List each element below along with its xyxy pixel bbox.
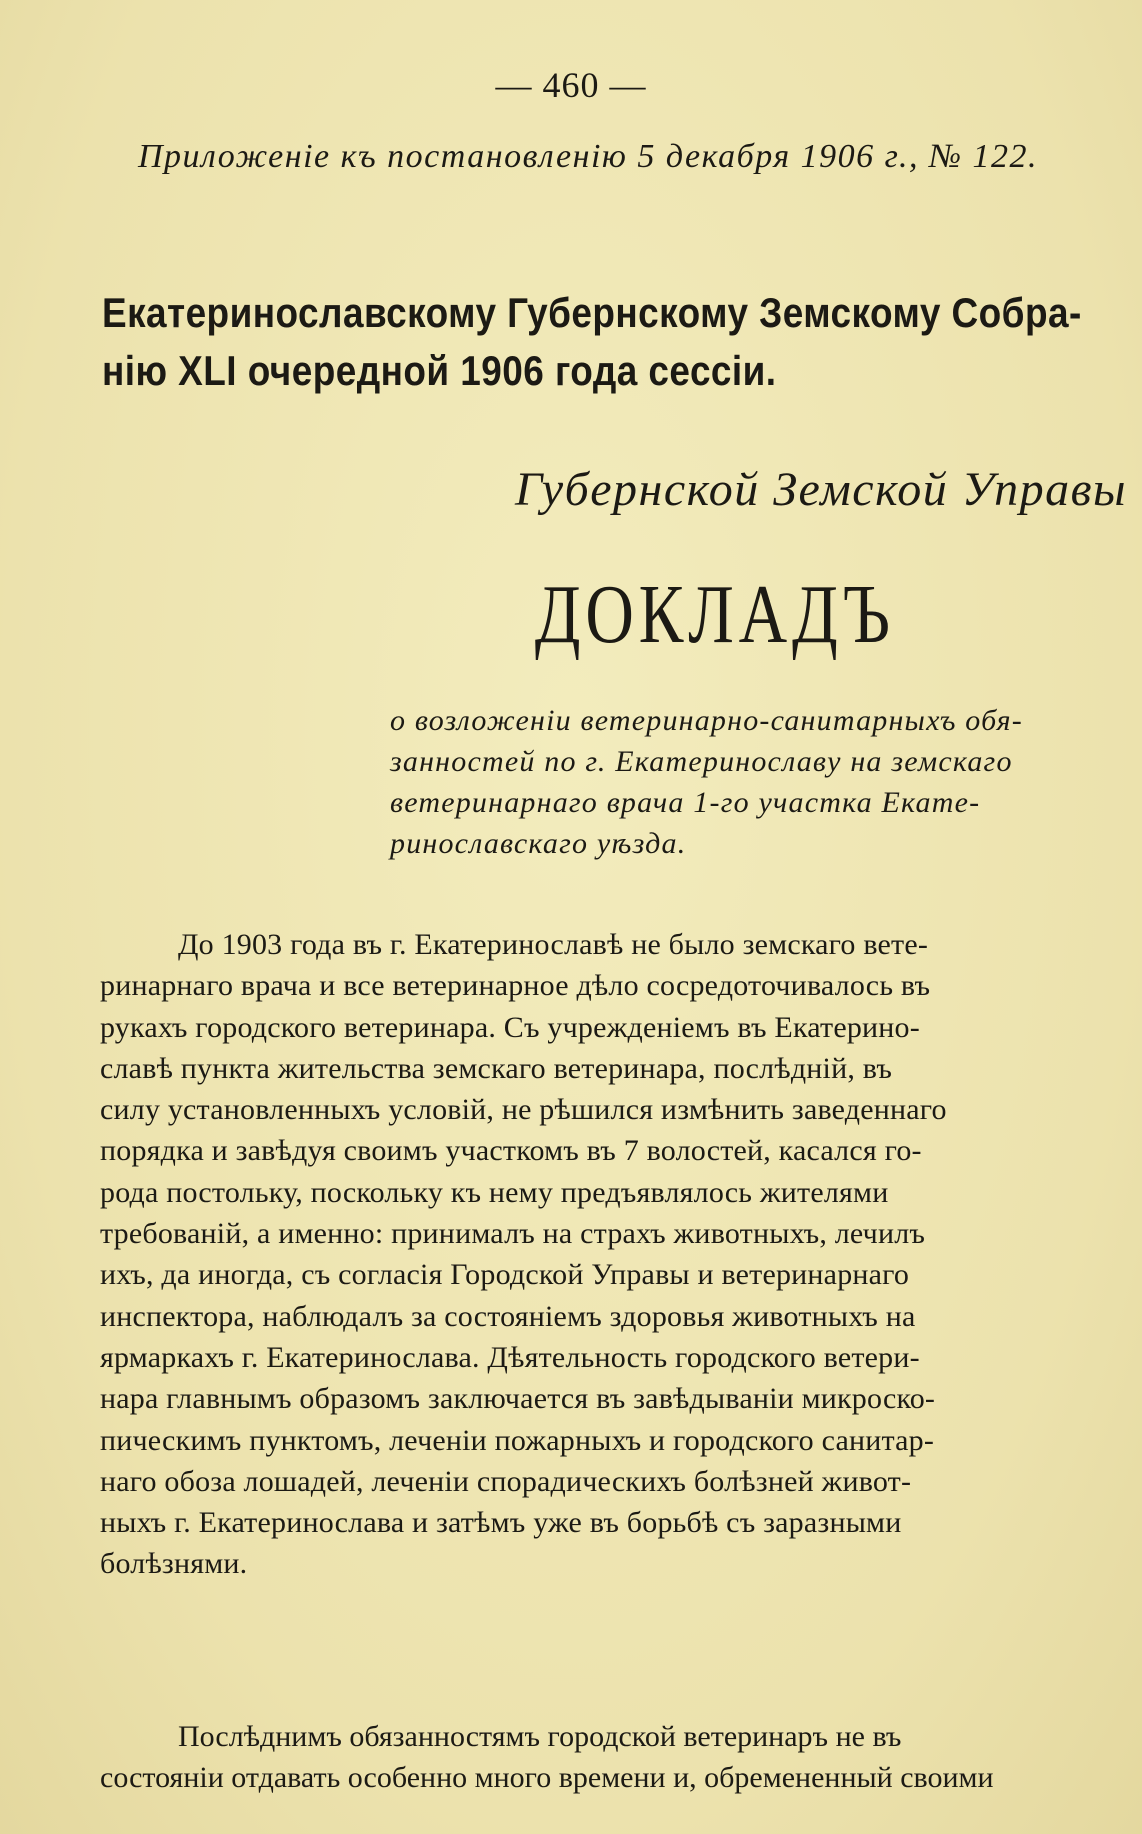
subject-line: о возложеніи ветеринарно-санитарныхъ обя- (390, 704, 1023, 737)
text-line: славѣ пункта жительства земскаго ветеринара, послѣдній, въ (100, 1051, 893, 1085)
paragraph-2 (100, 1716, 1125, 1799)
text-line: наго обоза лошадей, леченіи спорадическихъ болѣзней живот- (100, 1464, 912, 1498)
text-line: порядка и завѣдуя своимъ участкомъ въ 7 волостей, касался го- (100, 1134, 922, 1168)
text-line: ярмаркахъ г. Екатеринослава. Дѣятельность городского ветери- (100, 1340, 920, 1374)
text-line: болѣзнями. (100, 1547, 248, 1581)
text-line: рода постольку, поскольку къ нему предъявлялось жителями (100, 1175, 889, 1209)
address-line: нію XLI очередной 1906 года сессіи. (102, 347, 777, 394)
text-line: силу установленныхъ условій, не рѣшился измѣнить заведеннаго (100, 1093, 947, 1127)
text-line: ринарнаго врача и все ветеринарное дѣло сосредоточивалось въ (100, 969, 931, 1003)
address-line: Екатеринославскому Губернскому Земскому Собра- (102, 289, 1082, 336)
text-line: пическимъ пунктомъ, леченіи пожарныхъ и городского санитар- (100, 1423, 935, 1457)
text-line: До 1903 года въ г. Екатеринославѣ не было земскаго ветe- (178, 928, 929, 961)
text-line: состояніи отдавать особенно много времени и, обремененный своими (100, 1761, 994, 1795)
page-number: — 460 — (495, 65, 647, 105)
text-line: рукахъ городского ветеринара. Съ учрежденіемъ въ Екатерино- (100, 1010, 920, 1044)
document-title: ДОКЛАДЪ (534, 568, 895, 661)
text-line: инспектора, наблюдалъ за состояніемъ здоровья животныхъ на (100, 1299, 916, 1333)
subject-line: ветеринарнаго врача 1-го участка Екате- (390, 786, 981, 819)
address-heading (102, 284, 1123, 400)
board-name: Губернской Земской Управы (515, 463, 1127, 516)
text-line: нара главнымъ образомъ заключается въ завѣдываніи микроско- (100, 1382, 936, 1416)
appendix-note: Приложеніе къ постановленію 5 декабря 1906 г., № 122. (138, 138, 1038, 175)
report-subject (390, 700, 1125, 864)
paragraph-1 (100, 924, 1125, 1585)
text-line: ихъ, да иногда, съ согласія Городской Управы и ветеринарнаго (100, 1258, 910, 1292)
subject-line: занностей по г. Екатеринославу на земскаго (390, 745, 1013, 778)
text-line: требованій, а именно: принималъ на страхъ животныхъ, лечилъ (100, 1217, 926, 1251)
text-line: Послѣднимъ обязанностямъ городской ветеринаръ не въ (178, 1720, 902, 1753)
subject-line: ринославскаго уѣзда. (390, 827, 687, 860)
text-line: ныхъ г. Екатеринослава и затѣмъ уже въ борьбѣ съ заразными (100, 1506, 902, 1540)
